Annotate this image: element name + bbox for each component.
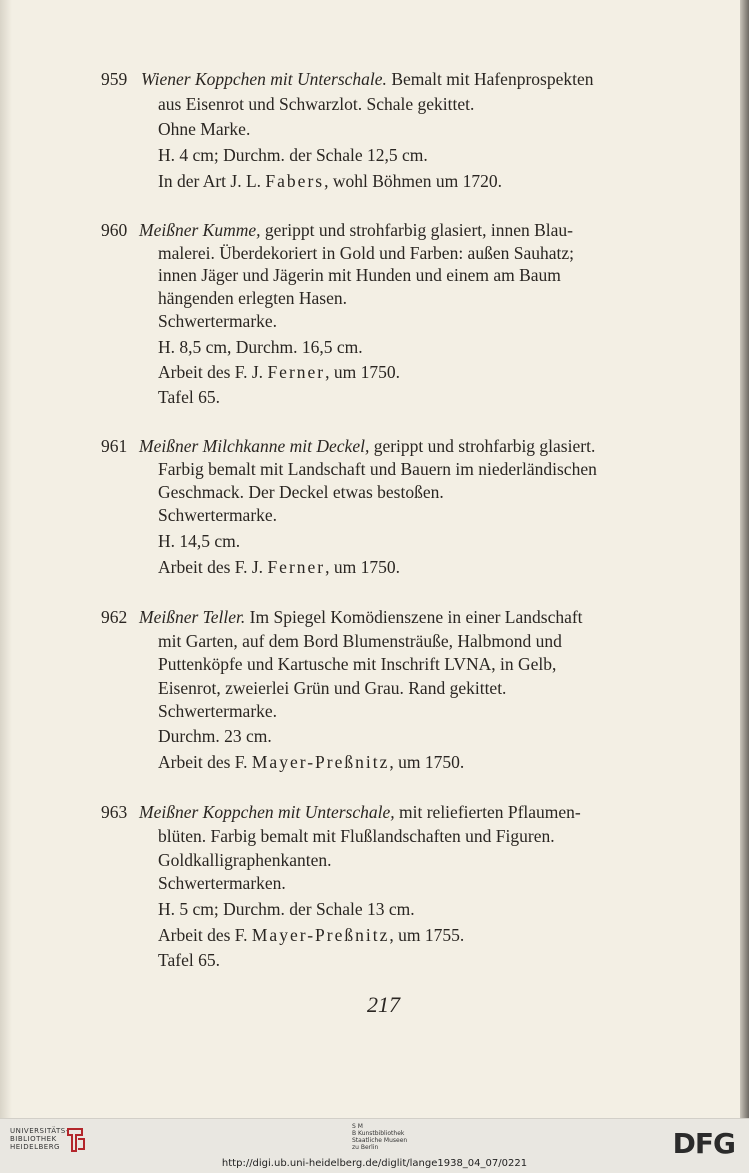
entry-first-line [139,606,583,628]
entry-title: Meißner Milchkanne mit Deckel, [139,436,370,456]
entry-text: Goldkalligraphenkanten. [158,850,332,870]
entry-text: Im Spiegel Komödienszene in einer Landschaft [245,607,583,627]
attribution-name: Mayer-Preßnitz [251,752,390,772]
smb-line: Staatliche Museen [352,1137,408,1144]
attribution-prefix: Arbeit des F. J. [158,557,268,577]
university-library-label [10,1127,69,1151]
permalink-url[interactable]: http://digi.ub.uni-heidelberg.de/diglit/lange1938_04_07/0221 [221,1158,528,1169]
entry-attribution [158,751,464,773]
entry-marke: Schwertermarke. [158,311,278,331]
page-number: 217 [367,992,400,1017]
entry-text: Puttenköpfe und Kartusche mit Inschrift LVNA, in Gelb, [158,654,557,674]
dfg-logo: DFG [672,1127,735,1160]
entry-attribution [158,170,502,192]
university-line: HEIDELBERG [10,1143,60,1151]
attribution-name: Ferner [267,557,326,577]
entry-marke: Schwertermarke. [158,701,278,721]
entry-dimensions: H. 14,5 cm. [158,531,241,551]
entry-attribution [158,924,464,946]
entry-dimensions: H. 8,5 cm, Durchm. 16,5 cm. [158,337,363,357]
entry-text: mit reliefierten Pflaumen- [394,802,581,822]
entry-title: Meißner Kumme, [139,220,261,240]
attribution-name: Fabers [265,171,325,191]
entry-title: Wiener Koppchen mit Unterschale. [141,69,387,89]
smb-line: zu Berlin [352,1144,379,1151]
attribution-prefix: Arbeit des F. [158,925,252,945]
entry-number: 962 [101,607,128,627]
entry-text: Farbig bemalt mit Landschaft und Bauern im niederländischen [158,459,597,479]
entry-text: Bemalt mit Hafenprospekten [386,69,594,89]
attribution-prefix: In der Art J. L. [158,171,266,191]
entry-marke: Schwertermarke. [158,505,278,525]
entry-text: hängenden erlegten Hasen. [158,288,348,308]
entry-number: 960 [101,220,128,240]
entry-first-line [139,219,573,241]
entry-text: mit Garten, auf dem Bord Blumensträuße, Halbmond und [158,631,562,651]
entry-text: innen Jäger und Jägerin mit Hunden und einem am Baum [158,265,561,285]
entry-number: 963 [101,802,128,822]
smb-line: S M [352,1123,363,1130]
attribution-prefix: Arbeit des F. [158,752,252,772]
attribution-suffix: , wohl Böhmen um 1720. [324,171,502,191]
attribution-name: Mayer-Preßnitz [251,925,390,945]
attribution-suffix: , um 1750. [389,752,465,772]
attribution-suffix: , um 1750. [325,557,400,577]
heidelberg-logo-icon [64,1127,86,1153]
entry-first-line [141,68,593,90]
entry-dimensions: H. 5 cm; Durchm. der Schale 13 cm. [158,899,415,919]
attribution-name: Ferner [267,362,326,382]
entry-dimensions: H. 4 cm; Durchm. der Schale 12,5 cm. [158,145,428,165]
entry-text: Geschmack. Der Deckel etwas bestoßen. [158,482,444,502]
entry-number: 959 [101,69,128,89]
university-line: UNIVERSITÄTS- [10,1127,69,1135]
entry-marke: Ohne Marke. [158,119,251,139]
smb-line: B Kunstbibliothek [352,1130,405,1137]
entry-text: gerippt und strohfarbig glasiert, innen Blau- [260,220,574,240]
entry-text: gerippt und strohfarbig glasiert. [369,436,596,456]
entry-attribution [158,556,400,578]
attribution-suffix: , um 1750. [325,362,400,382]
entry-number: 961 [101,436,128,456]
entry-attribution [158,361,400,383]
entry-plate: Tafel 65. [158,950,220,970]
entry-first-line [139,801,581,823]
entry-text: malerei. Überdekoriert in Gold und Farben: außen Sauhatz; [158,243,574,263]
university-line: BIBLIOTHEK [10,1135,57,1143]
entry-dimensions: Durchm. 23 cm. [158,726,272,746]
entry-first-line [139,435,595,457]
entry-marke: Schwertermarken. [158,873,286,893]
entry-text: blüten. Farbig bemalt mit Flußlandschaften und Figuren. [158,826,555,846]
entry-title: Meißner Teller. [139,607,246,627]
attribution-suffix: , um 1755. [389,925,465,945]
smb-kunstbibliothek-label [352,1123,407,1151]
entry-title: Meißner Koppchen mit Unterschale, [139,802,395,822]
entry-text: aus Eisenrot und Schwarzlot. Schale gekittet. [158,94,475,114]
entry-text: Eisenrot, zweierlei Grün und Grau. Rand gekittet. [158,678,507,698]
attribution-prefix: Arbeit des F. J. [158,362,268,382]
entry-plate: Tafel 65. [158,387,220,407]
